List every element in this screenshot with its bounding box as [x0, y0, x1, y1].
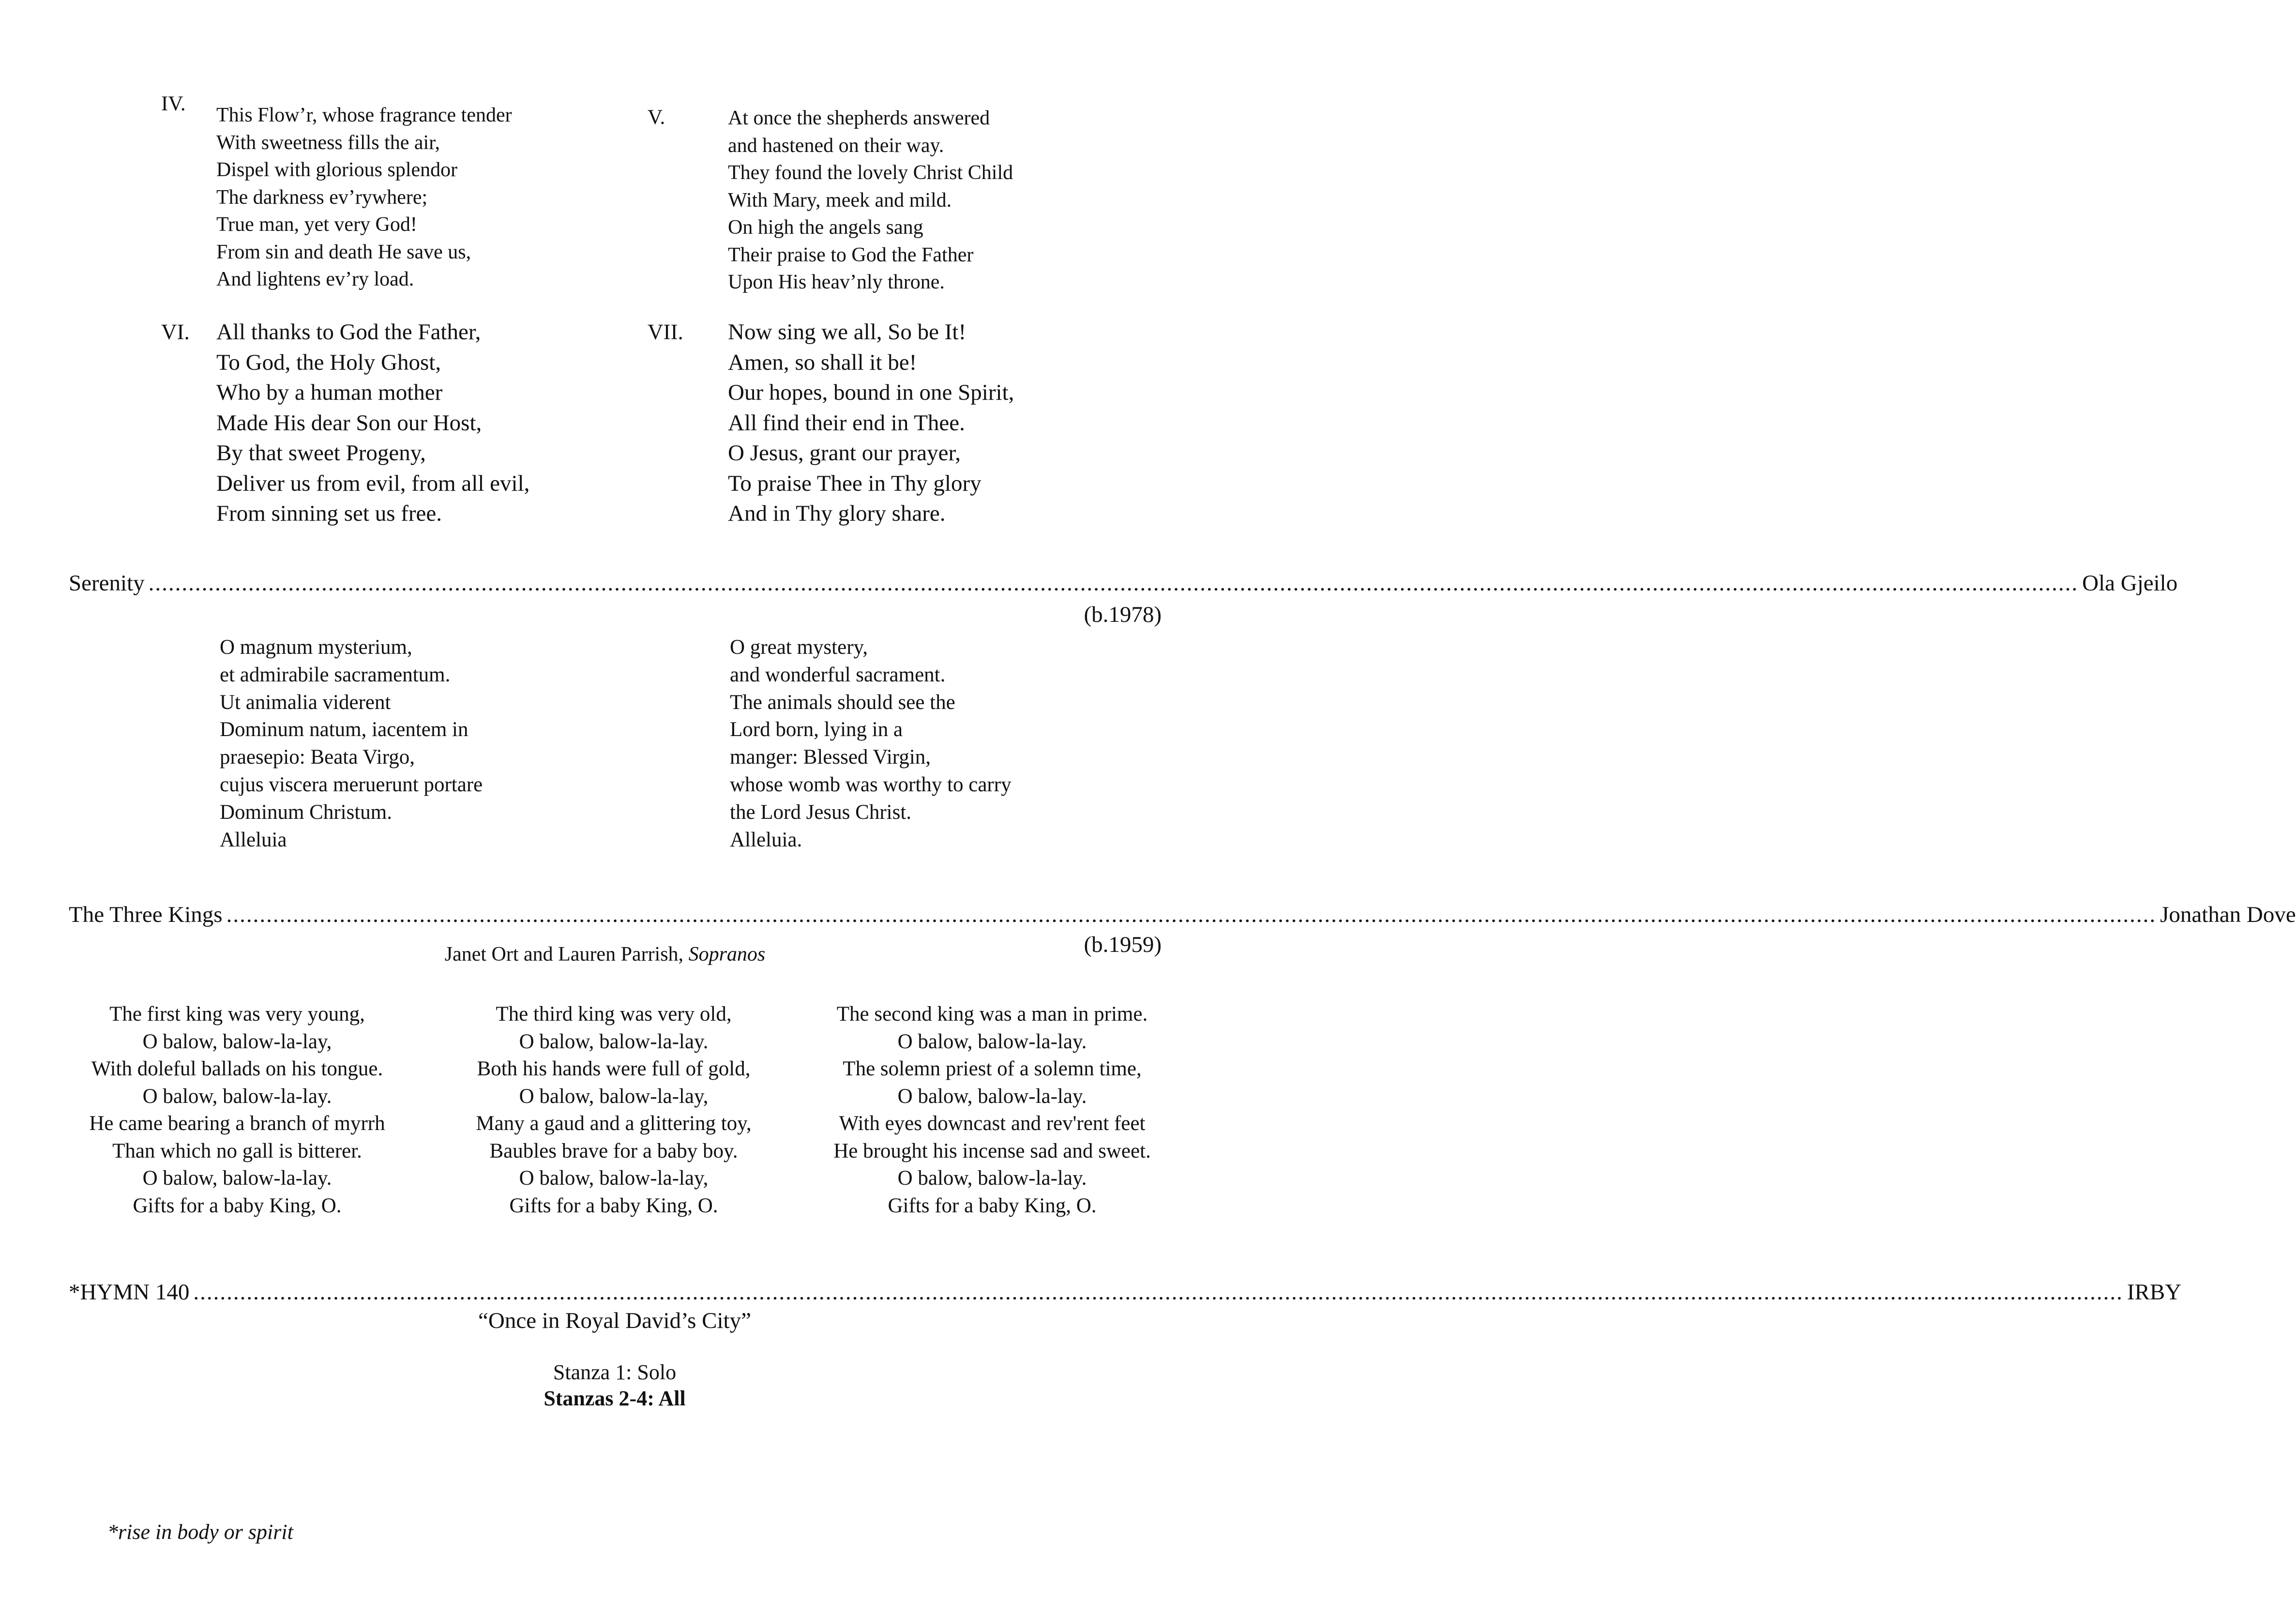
text-line: Dominum Christum.: [220, 800, 392, 824]
serenity-composer: Ola Gjeilo: [2082, 571, 2178, 596]
text-line: Gifts for a baby King, O.: [888, 1194, 1097, 1217]
soloists-role: Sopranos: [688, 943, 766, 965]
text-line: Than which no gall is bitterer.: [112, 1139, 362, 1162]
text-line: Who by a human mother: [216, 380, 443, 405]
hymn-tune: IRBY: [2127, 1280, 2182, 1305]
text-line: cujus viscera meruerunt portare: [220, 773, 483, 796]
text-line: The first king was very young,: [109, 1003, 365, 1025]
hymn-name: “Once in Royal David’s City”: [478, 1308, 751, 1333]
text-line: Upon His heav’nly throne.: [728, 271, 945, 293]
text-line: Both his hands were full of gold,: [477, 1057, 751, 1080]
stanza-iv-numeral: IV.: [161, 92, 186, 115]
three-kings-leader-dots: ..................................................................................................................................................................................................................................................................................................: [226, 902, 2157, 927]
hymn-stanza-solo: Stanza 1: Solo: [553, 1360, 677, 1384]
soloists-names: Janet Ort and Lauren Parrish,: [444, 943, 689, 965]
text-line: O Jesus, grant our prayer,: [728, 440, 961, 466]
text-line: Alleluia.: [730, 828, 802, 851]
text-line: This Flow’r, whose fragrance tender: [216, 104, 512, 126]
text-line: Made His dear Son our Host,: [216, 410, 482, 436]
text-line: the Lord Jesus Christ.: [730, 800, 912, 824]
text-line: From sinning set us free.: [216, 501, 442, 526]
text-line: Alleluia: [220, 828, 287, 851]
three-kings-title: The Three Kings: [69, 902, 223, 927]
footnote: *rise in body or spirit: [107, 1520, 293, 1544]
text-line: Gifts for a baby King, O.: [509, 1194, 718, 1217]
hymn-leader-dots: ..................................................................................................................................................................................................................................................................................................: [193, 1280, 2123, 1305]
text-line: The third king was very old,: [496, 1003, 732, 1025]
text-line: Dispel with glorious splendor: [216, 159, 458, 181]
text-line: O balow, balow-la-lay,: [519, 1085, 709, 1108]
hymn-heading: [69, 1279, 2182, 1305]
three-kings-col1: [68, 1001, 407, 1220]
text-line: whose womb was worthy to carry: [730, 773, 1012, 796]
text-line: praesepio: Beata Virgo,: [220, 746, 415, 769]
stanza-iv-text: [216, 102, 512, 293]
text-line: He came bearing a branch of myrrh: [89, 1112, 385, 1135]
text-line: With sweetness fills the air,: [216, 131, 440, 154]
text-line: All find their end in Thee.: [728, 410, 965, 436]
text-line: By that sweet Progeny,: [216, 440, 426, 466]
text-line: All thanks to God the Father,: [216, 319, 481, 345]
text-line: With Mary, meek and mild.: [728, 189, 952, 211]
text-line: O balow, balow-la-lay.: [519, 1030, 709, 1053]
text-line: From sin and death He save us,: [216, 241, 471, 263]
text-line: O great mystery,: [730, 636, 868, 659]
text-line: The animals should see the: [730, 691, 955, 714]
text-line: O balow, balow-la-lay,: [519, 1167, 709, 1190]
text-line: To God, the Holy Ghost,: [216, 349, 441, 375]
text-line: Ut animalia viderent: [220, 691, 391, 714]
three-kings-col2: [444, 1001, 783, 1220]
text-line: and hastened on their way.: [728, 134, 944, 157]
stanza-vi-text: [216, 317, 529, 529]
text-line: True man, yet very God!: [216, 213, 417, 236]
serenity-heading: [69, 570, 2178, 596]
hymn-stanza-all: Stanzas 2-4: All: [544, 1386, 686, 1410]
three-kings-col3: [818, 1001, 1166, 1220]
text-line: They found the lovely Christ Child: [728, 162, 1013, 184]
stanza-v-numeral: V.: [648, 106, 665, 129]
stanza-v-text: [728, 105, 1013, 296]
text-line: Many a gaud and a glittering toy,: [476, 1112, 752, 1135]
text-line: Deliver us from evil, from all evil,: [216, 470, 530, 496]
text-line: manger: Blessed Virgin,: [730, 746, 931, 769]
text-line: Now sing we all, So be It!: [728, 319, 967, 345]
serenity-english-text: [730, 634, 1012, 854]
text-line: et admirabile sacramentum.: [220, 663, 451, 686]
three-kings-heading: [69, 902, 2296, 928]
text-line: and wonderful sacrament.: [730, 663, 946, 686]
text-line: The solemn priest of a solemn time,: [843, 1057, 1142, 1080]
hymn-title: *HYMN 140: [69, 1280, 190, 1305]
text-line: Baubles brave for a baby boy.: [489, 1139, 738, 1162]
text-line: With doleful ballads on his tongue.: [91, 1057, 383, 1080]
text-line: With eyes downcast and rev'rent feet: [839, 1112, 1146, 1135]
text-line: Lord born, lying in a: [730, 718, 903, 741]
stanza-vi-numeral: VI.: [161, 320, 190, 344]
text-line: Dominum natum, iacentem in: [220, 718, 468, 741]
text-line: The second king was a man in prime.: [836, 1003, 1148, 1025]
stanza-vii-text: [728, 317, 1014, 529]
text-line: And lightens ev’ry load.: [216, 268, 414, 290]
text-line: Our hopes, bound in one Spirit,: [728, 380, 1014, 405]
text-line: At once the shepherds answered: [728, 107, 990, 129]
three-kings-composer-dates: (b.1959): [1084, 932, 1162, 957]
text-line: O balow, balow-la-lay.: [897, 1030, 1087, 1053]
stanza-vii-numeral: VII.: [648, 320, 683, 344]
text-line: On high the angels sang: [728, 216, 923, 239]
serenity-title: Serenity: [69, 571, 145, 596]
serenity-latin-text: [220, 634, 483, 854]
text-line: To praise Thee in Thy glory: [728, 470, 982, 496]
text-line: The darkness ev’rywhere;: [216, 186, 428, 209]
three-kings-soloists: [0, 943, 1210, 966]
text-line: Amen, so shall it be!: [728, 349, 917, 375]
text-line: He brought his incense sad and sweet.: [833, 1139, 1151, 1162]
text-line: O balow, balow-la-lay,: [142, 1030, 332, 1053]
text-line: O magnum mysterium,: [220, 636, 412, 659]
text-line: O balow, balow-la-lay.: [142, 1167, 332, 1190]
serenity-leader-dots: ..................................................................................................................................................................................................................................................................................................: [148, 571, 2079, 596]
three-kings-composer: Jonathan Dove: [2160, 902, 2296, 927]
text-line: O balow, balow-la-lay.: [897, 1167, 1087, 1190]
text-line: Their praise to God the Father: [728, 243, 974, 266]
text-line: O balow, balow-la-lay.: [897, 1085, 1087, 1108]
text-line: O balow, balow-la-lay.: [142, 1085, 332, 1108]
text-line: And in Thy glory share.: [728, 501, 946, 526]
text-line: Gifts for a baby King, O.: [133, 1194, 342, 1217]
serenity-composer-dates: (b.1978): [1084, 602, 1162, 627]
